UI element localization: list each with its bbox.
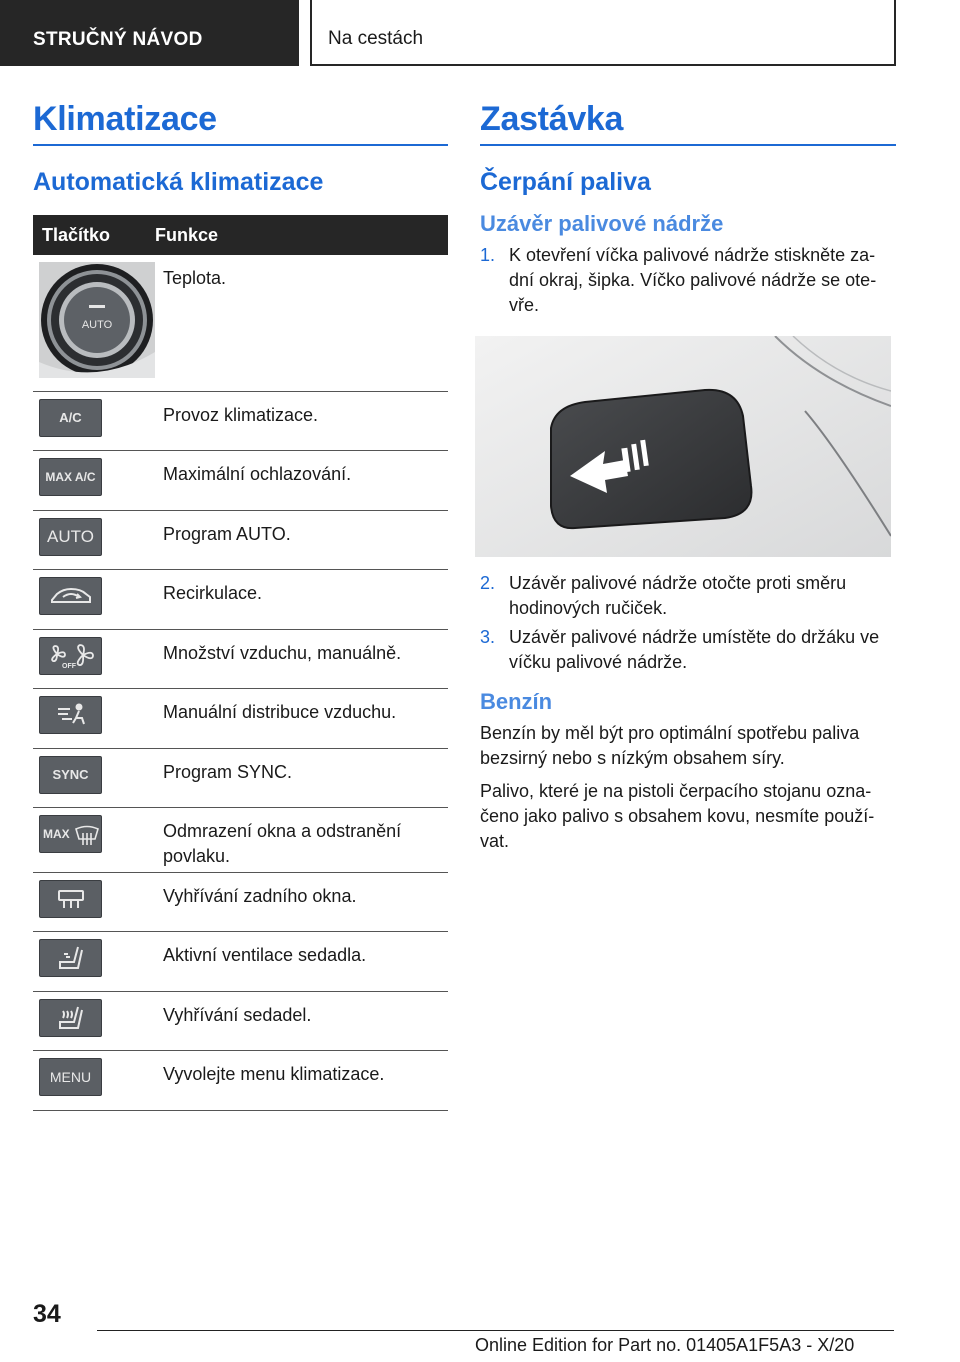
footer-divider: [97, 1330, 894, 1331]
function-text: Provoz klimatizace.: [155, 391, 448, 450]
auto-button-icon: AUTO: [39, 518, 102, 556]
table-row: [33, 688, 448, 748]
page-header: [0, 0, 960, 66]
climate-controls-table: [33, 215, 448, 1111]
list-item: 2. Uzávěr palivové nádrže otočte proti směru hodinových ručiček.: [480, 573, 847, 618]
edition-note: Online Edition for Part no. 01405A1F5A3 - X/20: [475, 1335, 855, 1355]
air-distribution-icon: [39, 696, 102, 734]
temperature-dial-icon: [39, 262, 155, 378]
max-defrost-icon: [39, 815, 102, 853]
page-title-stop: Zastávka: [480, 100, 896, 146]
function-text: Odmrazení okna a odstranění povlaku.: [155, 807, 448, 872]
rear-window-heating-icon: [39, 880, 102, 918]
table-row: [33, 991, 448, 1050]
menu-button-icon: MENU: [39, 1058, 102, 1096]
function-text: Vyhřívání zadního okna.: [155, 872, 448, 931]
paragraph: Benzín by měl být pro optimální spotřebu paliva bezsirný nebo s nízkým obsahem síry.: [480, 723, 860, 768]
column-header-button: Tlačítko: [33, 215, 155, 255]
table-row: [33, 872, 448, 931]
table-row: [33, 748, 448, 807]
table-row: [33, 510, 448, 569]
page-title-climate: Klimatizace: [33, 100, 448, 146]
function-text: Aktivní ventilace sedadla.: [155, 931, 448, 991]
subtitle-refueling: Čerpání paliva: [480, 168, 651, 196]
table-header-row: [33, 215, 448, 255]
fan-speed-icon: [39, 637, 102, 675]
function-text: Manuální distribuce vzduchu.: [155, 688, 448, 748]
list-item: 3. Uzávěr palivové nádrže umístěte do držáku ve víčku palivové nádrže.: [480, 627, 880, 672]
table-row: [33, 931, 448, 991]
steps-list-a: [480, 243, 896, 318]
list-item: 1. K otevření víčka palivové nádrže stiskněte za-dní okraj, šipka. Víčko palivové nádrže se ote-vře.: [480, 245, 877, 315]
function-text: Vyhřívání sedadel.: [155, 991, 448, 1050]
dial-label: AUTO: [81, 319, 113, 331]
function-text: Maximální ochlazování.: [155, 450, 448, 510]
section-tab: STRUČNÝ NÁVOD: [0, 0, 299, 66]
svg-text:OFF: OFF: [61, 662, 76, 669]
max-ac-button-icon: MAX A/C: [39, 458, 102, 496]
function-text: Program SYNC.: [155, 748, 448, 807]
chapter-tab: Na cestách: [310, 0, 896, 66]
subtitle-auto-climate: Automatická klimatizace: [33, 168, 324, 196]
column-header-function: Funkce: [155, 215, 448, 255]
ac-button-icon: A/C: [39, 399, 102, 437]
table-row: [33, 629, 448, 688]
steps-list-b: [480, 571, 896, 675]
heading-petrol: Benzín: [480, 689, 553, 714]
seat-ventilation-icon: [39, 939, 102, 977]
recirculation-icon: [39, 577, 102, 615]
table-row: [33, 1050, 448, 1110]
function-text: Teplota.: [155, 255, 448, 391]
sync-button-icon: SYNC: [39, 756, 102, 794]
svg-text:MAX: MAX: [42, 826, 70, 841]
paragraph: Palivo, které je na pistoli čerpacího stojanu ozna-čeno jako palivo s obsahem kovu, nesmíte použí-vat.: [480, 781, 875, 851]
table-row: [33, 807, 448, 872]
function-text: Vyvolejte menu klimatizace.: [155, 1050, 448, 1110]
function-text: Recirkulace.: [155, 569, 448, 629]
seat-heating-icon: [39, 999, 102, 1037]
function-text: Program AUTO.: [155, 510, 448, 569]
heading-fuel-cap: Uzávěr palivové nádrže: [480, 211, 724, 236]
table-row: [33, 450, 448, 510]
fuel-flap-photo: [475, 336, 891, 557]
table-row: [33, 569, 448, 629]
right-column: [480, 100, 896, 862]
table-row: [33, 255, 448, 391]
page-number: 34: [33, 1300, 61, 1328]
left-column: [33, 100, 448, 1111]
function-text: Množství vzduchu, manuálně.: [155, 629, 448, 688]
table-row: [33, 391, 448, 450]
